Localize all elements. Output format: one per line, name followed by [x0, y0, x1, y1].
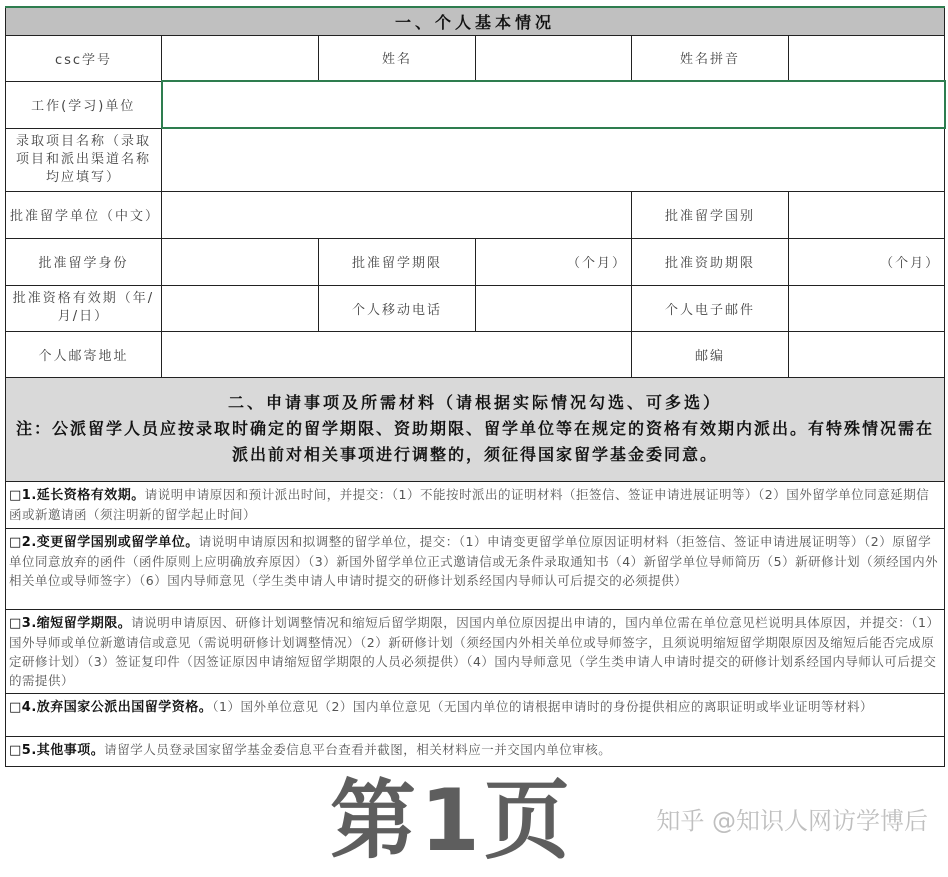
checkbox-icon[interactable]: □ — [9, 699, 22, 715]
approved-status-field[interactable] — [162, 238, 319, 285]
section2-title: 二、申请事项及所需材料（请根据实际情况勾选、可多选） — [228, 393, 723, 412]
validity-label: 批准资格有效期（年/月/日） — [6, 285, 162, 331]
option-item[interactable]: □3.缩短留学期限。请说明申请原因、研修计划调整情况和缩短后留学期限，因国内单位原因提出申请的，国内单位需在单位意见栏说明具体原因，并提交：（1）国外导师或单位新邀请信或意见（需说明研修计划调整情况）（2）新研修计划（须经国内外相关单位或导师签字，且须说明缩短留学期限原因及缩短后能否完成原定研修计划）（3）签证复印件（因签证原因申请缩短留学期限的人员必须提供）（4）国内导师意见（学生类申请人申请时提交的研修计划系经国内导师认可后提交的需提供） — [6, 609, 945, 693]
work-unit-label: 工作(学习)单位 — [6, 81, 162, 128]
csc-id-field[interactable] — [162, 35, 319, 81]
postcode-label: 邮编 — [632, 331, 789, 377]
address-label: 个人邮寄地址 — [6, 331, 162, 377]
funding-period-label: 批准资助期限 — [632, 238, 789, 285]
checkbox-icon[interactable]: □ — [9, 487, 22, 503]
option-item[interactable]: □2.变更留学国别或留学单位。请说明申请原因和拟调整的留学单位，提交：（1）申请变更留学单位原因证明材料（拒签信、签证申请进展证明等）（2）原留学单位同意放弃的函件（函件原则上应明确放弃原因）（3）新国外留学单位正式邀请信或无条件录取通知书（4）新留学单位导师简历（5）新研修计划（须经国内外相关单位或导师签字）（6）国内导师意见（学生类申请人申请时提交的研修计划系经国内导师认可后提交的必须提供） — [6, 528, 945, 609]
option-item[interactable]: □4.放弃国家公派出国留学资格。（1）国外单位意见（2）国内单位意见（无国内单位的请根据申请时的身份提供相应的离职证明或毕业证明等材料） — [6, 693, 945, 736]
postcode-field[interactable] — [789, 331, 945, 377]
email-label: 个人电子邮件 — [632, 285, 789, 331]
name-label: 姓名 — [319, 35, 476, 81]
approved-status-label: 批准留学身份 — [6, 238, 162, 285]
csc-id-label: csc学号 — [6, 35, 162, 81]
section1-title: 一、个人基本情况 — [6, 7, 945, 35]
option-item[interactable]: □5.其他事项。请留学人员登录国家留学基金委信息平台查看并截图，相关材料应一并交国内单位审核。 — [6, 736, 945, 766]
approved-unit-label: 批准留学单位（中文） — [6, 191, 162, 238]
option-item[interactable]: □1.延长资格有效期。请说明申请原因和预计派出时间，并提交：（1）不能按时派出的证明材料（拒签信、签证申请进展证明等）（2）国外留学单位同意延期信函或新邀请函（须注明新的留学起止时间） — [6, 481, 945, 528]
name-field[interactable] — [476, 35, 632, 81]
work-unit-field[interactable] — [162, 81, 945, 128]
application-form — [5, 6, 946, 767]
section2-note: 注：公派留学人员应按录取时确定的留学期限、资助期限、留学单位等在规定的资格有效期内派出。有特殊情况需在派出前对相关事项进行调整的，须征得国家留学基金委同意。 — [16, 419, 935, 464]
checkbox-icon[interactable]: □ — [9, 742, 22, 758]
program-name-label: 录取项目名称（录取项目和派出渠道名称均应填写） — [6, 128, 162, 191]
mobile-field[interactable] — [476, 285, 632, 331]
approved-country-label: 批准留学国别 — [632, 191, 789, 238]
approved-period-label: 批准留学期限 — [319, 238, 476, 285]
page-number-watermark: 第1页 — [330, 770, 574, 871]
approved-country-field[interactable] — [789, 191, 945, 238]
name-pinyin-field[interactable] — [789, 35, 945, 81]
name-pinyin-label: 姓名拼音 — [632, 35, 789, 81]
validity-field[interactable] — [162, 285, 319, 331]
mobile-label: 个人移动电话 — [319, 285, 476, 331]
address-field[interactable] — [162, 331, 632, 377]
source-watermark: 知乎 @知识人网访学博后 — [656, 806, 928, 835]
checkbox-icon[interactable]: □ — [9, 534, 22, 550]
approved-unit-field[interactable] — [162, 191, 632, 238]
watermark-row — [0, 767, 948, 877]
section2-header — [6, 377, 945, 481]
funding-period-field[interactable]: （个月） — [789, 238, 945, 285]
checkbox-icon[interactable]: □ — [9, 615, 22, 631]
program-name-field[interactable] — [162, 128, 945, 191]
approved-period-field[interactable]: （个月） — [476, 238, 632, 285]
email-field[interactable] — [789, 285, 945, 331]
